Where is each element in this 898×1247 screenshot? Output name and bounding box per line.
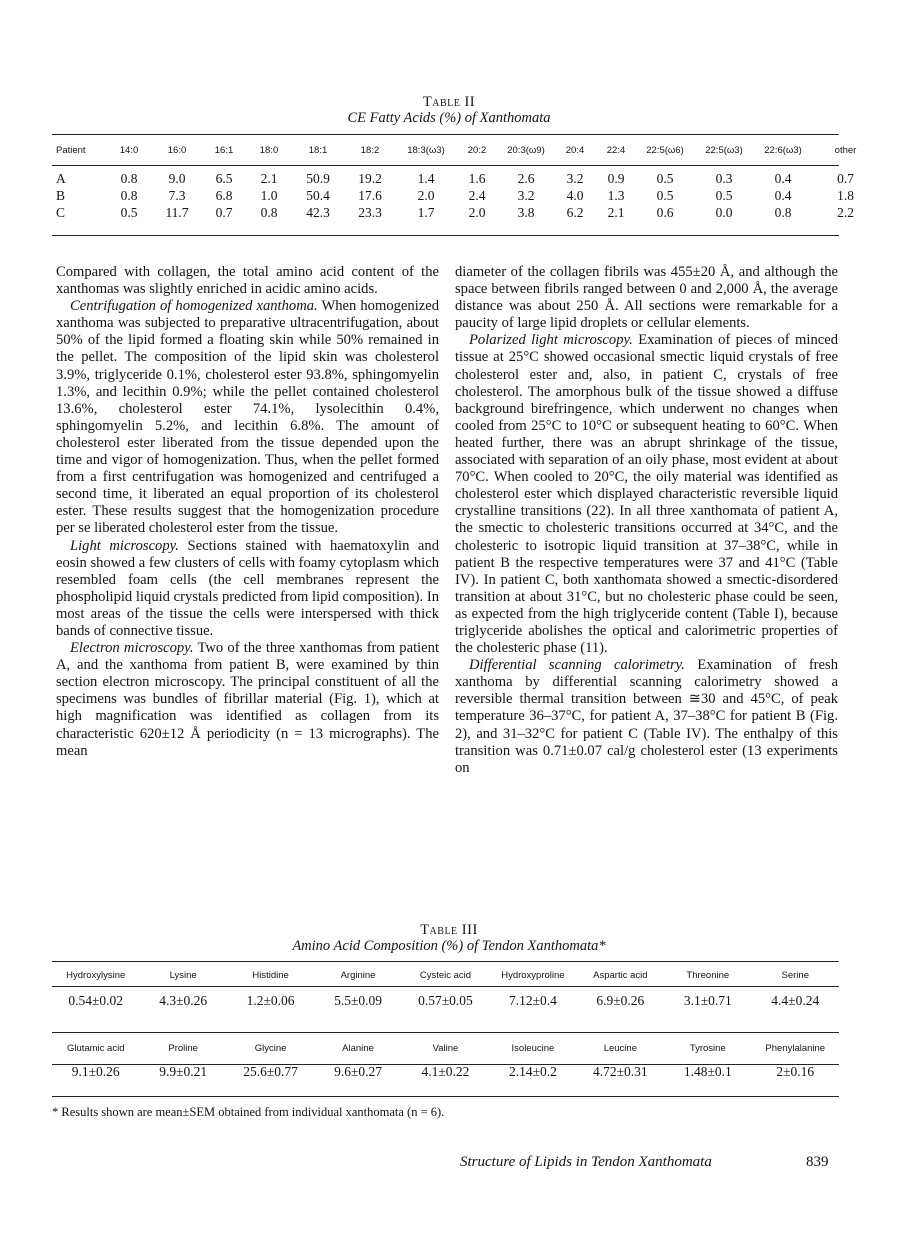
table3-column-header: Phenylalanine (765, 1042, 826, 1054)
table-cell: 0.5 (715, 187, 733, 203)
table-cell: 50.4 (306, 187, 330, 203)
patient-label: C (56, 204, 66, 220)
table-cell: 2.1 (260, 170, 278, 186)
table3-column-header: Lysine (169, 969, 197, 981)
patient-label: A (56, 170, 66, 186)
table3-cell: 4.4±0.24 (771, 993, 820, 1008)
table-cell: 1.8 (837, 187, 854, 203)
table2-header-row (52, 140, 879, 160)
table3-cell: 1.2±0.06 (246, 993, 295, 1008)
table3-footnote: * Results shown are mean±SEM obtained from individual xanthomata (n = 6). (52, 1105, 445, 1119)
table-cell: 0.8 (120, 170, 138, 186)
table-cell: 0.5 (656, 170, 674, 186)
table3-column-header: Glycine (254, 1042, 287, 1054)
table-cell: 0.5 (656, 187, 674, 203)
table-cell: 0.8 (774, 204, 792, 220)
table3-column-header: Histidine (252, 969, 289, 981)
table-cell: 9.0 (168, 170, 186, 186)
table3-column-header: Proline (168, 1042, 198, 1054)
table3-cell: 0.54±0.02 (68, 993, 124, 1008)
table3-bottom-rule (52, 1096, 839, 1097)
text-dsc: Examination of fresh xanthoma by differential scanning calorimetry showed a reversible thermal transition between ≅30 and 45°C, of peak temperature 36–37°C, for patient A, 37–38°C for patient B (Fig. 2), and 31–32°C for patient C (Table IV). The enthalpy of this transition was 0.71±0.07 cal/g cholesterol ester (13 experiments on (455, 657, 838, 776)
table-cell: 0.9 (607, 170, 625, 186)
table3-column-header: Alanine (342, 1042, 374, 1054)
paragraph-light-microscopy (56, 538, 439, 641)
heading-light-microscopy: Light microscopy. (70, 537, 179, 554)
table2-column-header: other (834, 144, 857, 156)
heading-dsc: Differential scanning calorimetry. (469, 657, 685, 674)
heading-polarized-light: Polarized light microscopy. (469, 332, 633, 349)
paragraph-centrifugation (56, 298, 439, 537)
table-cell: 7.3 (168, 187, 186, 203)
text-centrifugation: When homogenized xanthoma was subjected to preparative ultracentrifugation, about 50% of the lipid formed a floating skin while 50% remained in the pellet. The composition of the lipid skin was cholesterol 3.9%, triglyceride 0.1%, cholesterol ester 93.8%, sphingomyelin 1.3%, and lecithin 0.9%; while the pellet contained cholesterol 13.6%, cholesterol ester 74.1%, lysolecithin 0.4%, sphingomyelin 5.2%, and lecithin 6.8%. The amount of cholesterol ester liberated from the tissue depended upon the time and vigor of homogenization. Thus, when the pellet formed from a first centrifugation was homogenized and centrifuged a second time, it liberated an equal proportion of its cholesterol ester. These results suggest that the homogenization procedure per se liberated cholesterol ester from the tissue. (56, 298, 439, 537)
table3-cell: 25.6±0.77 (243, 1064, 298, 1079)
table3-cell: 0.57±0.05 (418, 993, 473, 1008)
table2-column-header: 20:3(ω9) (507, 144, 545, 156)
table3-rule-2 (52, 1032, 839, 1033)
table-cell: 0.8 (260, 204, 278, 220)
table3-block1 (52, 964, 839, 1016)
running-head: Structure of Lipids in Tendon Xanthomata (460, 1154, 712, 1170)
table2-column-header: 18:3(ω3) (407, 144, 445, 156)
table2-column-header: 16:1 (214, 144, 234, 156)
table-cell: 2.4 (468, 187, 486, 203)
table2-top-rule (52, 134, 839, 135)
heading-centrifugation: Centrifugation of homogenized xanthoma. (70, 298, 318, 315)
paragraph-amino-acid: Compared with collagen, the total amino acid content of the xanthomas was slightly enriched in acidic amino acids. (56, 264, 439, 298)
table-cell: 1.7 (417, 204, 435, 220)
table2 (52, 140, 879, 221)
table-cell: 2.0 (468, 204, 486, 220)
table-cell: 23.3 (358, 204, 382, 220)
table3-cell: 9.1±0.26 (71, 1064, 120, 1079)
table3-cell: 4.3±0.26 (159, 993, 208, 1008)
text-electron-microscopy: Two of the three xanthomas from patient A, and the xanthoma from patient B, were examined by thin section electron microscopy. The principal constituent of all the specimens was bundles of fibrillar material (Fig. 1), which at high magnification was identified as collagen from its characteristic 620±12 Å periodicity (n = 13 micrographs). The mean (56, 640, 440, 759)
table2-column-header: 22:5(ω3) (705, 144, 743, 156)
table-cell: 42.3 (306, 204, 330, 220)
table-cell: 2.1 (607, 204, 625, 220)
table-cell: 0.4 (774, 187, 792, 203)
table-cell: 3.8 (517, 204, 535, 220)
table2-bottom-rule (52, 235, 839, 236)
table3-column-header: Glutamic acid (66, 1042, 125, 1054)
patient-label: B (56, 187, 66, 203)
table3-column-header: Isoleucine (511, 1042, 555, 1054)
table2-column-header: 16:0 (167, 144, 187, 156)
table-cell: 0.8 (120, 187, 138, 203)
table3-subtitle: Amino Acid Composition (%) of Tendon Xanthomata* (292, 938, 606, 954)
table-cell: 50.9 (306, 170, 330, 186)
page-number: 839 (806, 1154, 829, 1170)
table3-cell: 9.9±0.21 (159, 1064, 208, 1079)
table3-cell: 5.5±0.09 (334, 993, 382, 1008)
table-cell: 1.6 (468, 170, 486, 186)
paragraph-electron-microscopy (56, 640, 439, 760)
table-cell: 2.2 (837, 204, 854, 220)
table3-cell: 4.72±0.31 (593, 1064, 648, 1079)
table3-column-header: Valine (432, 1042, 459, 1054)
table-cell: 6.5 (215, 170, 233, 186)
table2-column-header: 22:4 (606, 144, 626, 156)
table-cell: 3.2 (517, 187, 535, 203)
heading-electron-microscopy: Electron microscopy. (70, 640, 194, 657)
table3-column-header: Arginine (340, 969, 376, 981)
table2-column-header: 20:4 (565, 144, 585, 156)
table3-cell: 4.1±0.22 (421, 1064, 470, 1079)
table-row (52, 204, 879, 221)
table-row (52, 187, 879, 204)
table3-rule-1 (52, 986, 839, 987)
table2-title: Table II (422, 94, 476, 110)
table-cell: 0.3 (715, 170, 733, 186)
text-polarized-light: Examination of pieces of minced tissue at 25°C showed occasional smectic liquid crystals of free cholesterol ester and, also, in patient C, crystals of free cholesterol. The amorphous bulk of the tissue showed a diffuse background birefringence, which underwent no changes when cooled from 25°C to 10°C or subsequent heating to 60°C. When heated further, there was an abrupt shrinkage of the tissue, associated with separation of an oily phase, most evident at about 70°C. When cooled to 20°C, the oily material was identified as cholesterol ester which displayed characteristic reversible liquid crystalline transitions (22). In all three xanthomata of patient A, the smectic to cholesteric transitions occurred at 34°C, and the cholesteric to isotropic liquid transition at 37–38°C, while in patient B the respective temperatures were 37 and 41°C (Table IV). In patient C, both xanthomata showed a smectic-disordered transition at about 31°C, but no cholesteric phase could be seen, as expected from the high triglyceride content (Table I), because triglyceride abolishes the optical and calorimetric properties of the cholesteric phase (11). (455, 332, 838, 657)
table3-cell: 7.12±0.4 (508, 993, 557, 1008)
table3-cell: 3.1±0.71 (683, 993, 732, 1008)
table-cell: 0.4 (774, 170, 792, 186)
table3-column-header: Serine (781, 969, 809, 981)
text-light-microscopy: Sections stained with haematoxylin and eosin showed a few clusters of cells with foamy cytoplasm which resembled foam cells (the cell membranes represent the phospholipid liquid crystals predicted from lipid composition). In most areas of the tissue the cells were interspersed with thick bands of connective tissue. (56, 537, 440, 639)
table-cell: 19.2 (358, 170, 382, 186)
table-cell: 0.7 (215, 204, 233, 220)
table3-column-header: Threonine (686, 969, 730, 981)
table3-top-rule (52, 961, 839, 962)
table2-column-header: 22:6(ω3) (764, 144, 802, 156)
table2-subtitle: CE Fatty Acids (%) of Xanthomata (347, 110, 551, 126)
paragraph-collagen-diameter: diameter of the collagen fibrils was 455±20 Å, and although the space between fibrils ranged between 0 and 2,000 Å, the average distance was about 250 Å. All sections were remarkable for a paucity of large lipid droplets or cellular elements. (455, 264, 838, 332)
table3-column-header: Leucine (603, 1042, 637, 1054)
table3-column-header: Aspartic acid (593, 969, 648, 981)
paragraph-polarized-light (455, 332, 838, 657)
table-cell: 3.2 (566, 170, 584, 186)
table2-column-header: 20:2 (467, 144, 487, 156)
table3-cell: 2.14±0.2 (508, 1064, 557, 1079)
table3-cell: 6.9±0.26 (596, 993, 645, 1008)
table-cell: 0.6 (656, 204, 674, 220)
table2-column-header: 18:0 (259, 144, 279, 156)
table-cell: 11.7 (165, 204, 189, 220)
table2-column-header: Patient (56, 144, 86, 156)
table3-block2 (52, 1039, 839, 1087)
table3-cell: 1.48±0.1 (683, 1064, 732, 1079)
table-cell: 6.2 (566, 204, 584, 220)
table3-cell: 9.6±0.27 (334, 1064, 382, 1079)
table-cell: 0.7 (837, 170, 854, 186)
table-cell: 2.6 (517, 170, 535, 186)
table-cell: 1.4 (417, 170, 435, 186)
table2-column-header: 22:5(ω6) (646, 144, 684, 156)
table2-column-header: 18:2 (360, 144, 380, 156)
table-cell: 4.0 (566, 187, 584, 203)
table2-mid-rule (52, 165, 839, 166)
paragraph-dsc (455, 657, 838, 777)
table3-column-header: Cysteic acid (419, 969, 472, 981)
table-cell: 1.3 (607, 187, 625, 203)
table-cell: 0.5 (120, 204, 138, 220)
table-cell: 17.6 (358, 187, 382, 203)
table-cell: 2.0 (417, 187, 435, 203)
table-cell: 1.0 (260, 187, 278, 203)
table2-column-header: 18:1 (308, 144, 328, 156)
table-cell: 0.0 (715, 204, 733, 220)
table2-body (52, 160, 879, 221)
table3-rule-3 (52, 1064, 839, 1065)
right-column (455, 264, 838, 777)
table3-column-header: Hydroxylysine (66, 969, 126, 981)
table3-title: Table III (420, 922, 478, 938)
table-cell: 6.8 (215, 187, 233, 203)
table3-cell: 2±0.16 (776, 1064, 815, 1079)
table2-column-header: 14:0 (119, 144, 139, 156)
left-column (56, 264, 439, 760)
table3-column-header: Tyrosine (689, 1042, 726, 1054)
table3-column-header: Hydroxyproline (501, 969, 565, 981)
